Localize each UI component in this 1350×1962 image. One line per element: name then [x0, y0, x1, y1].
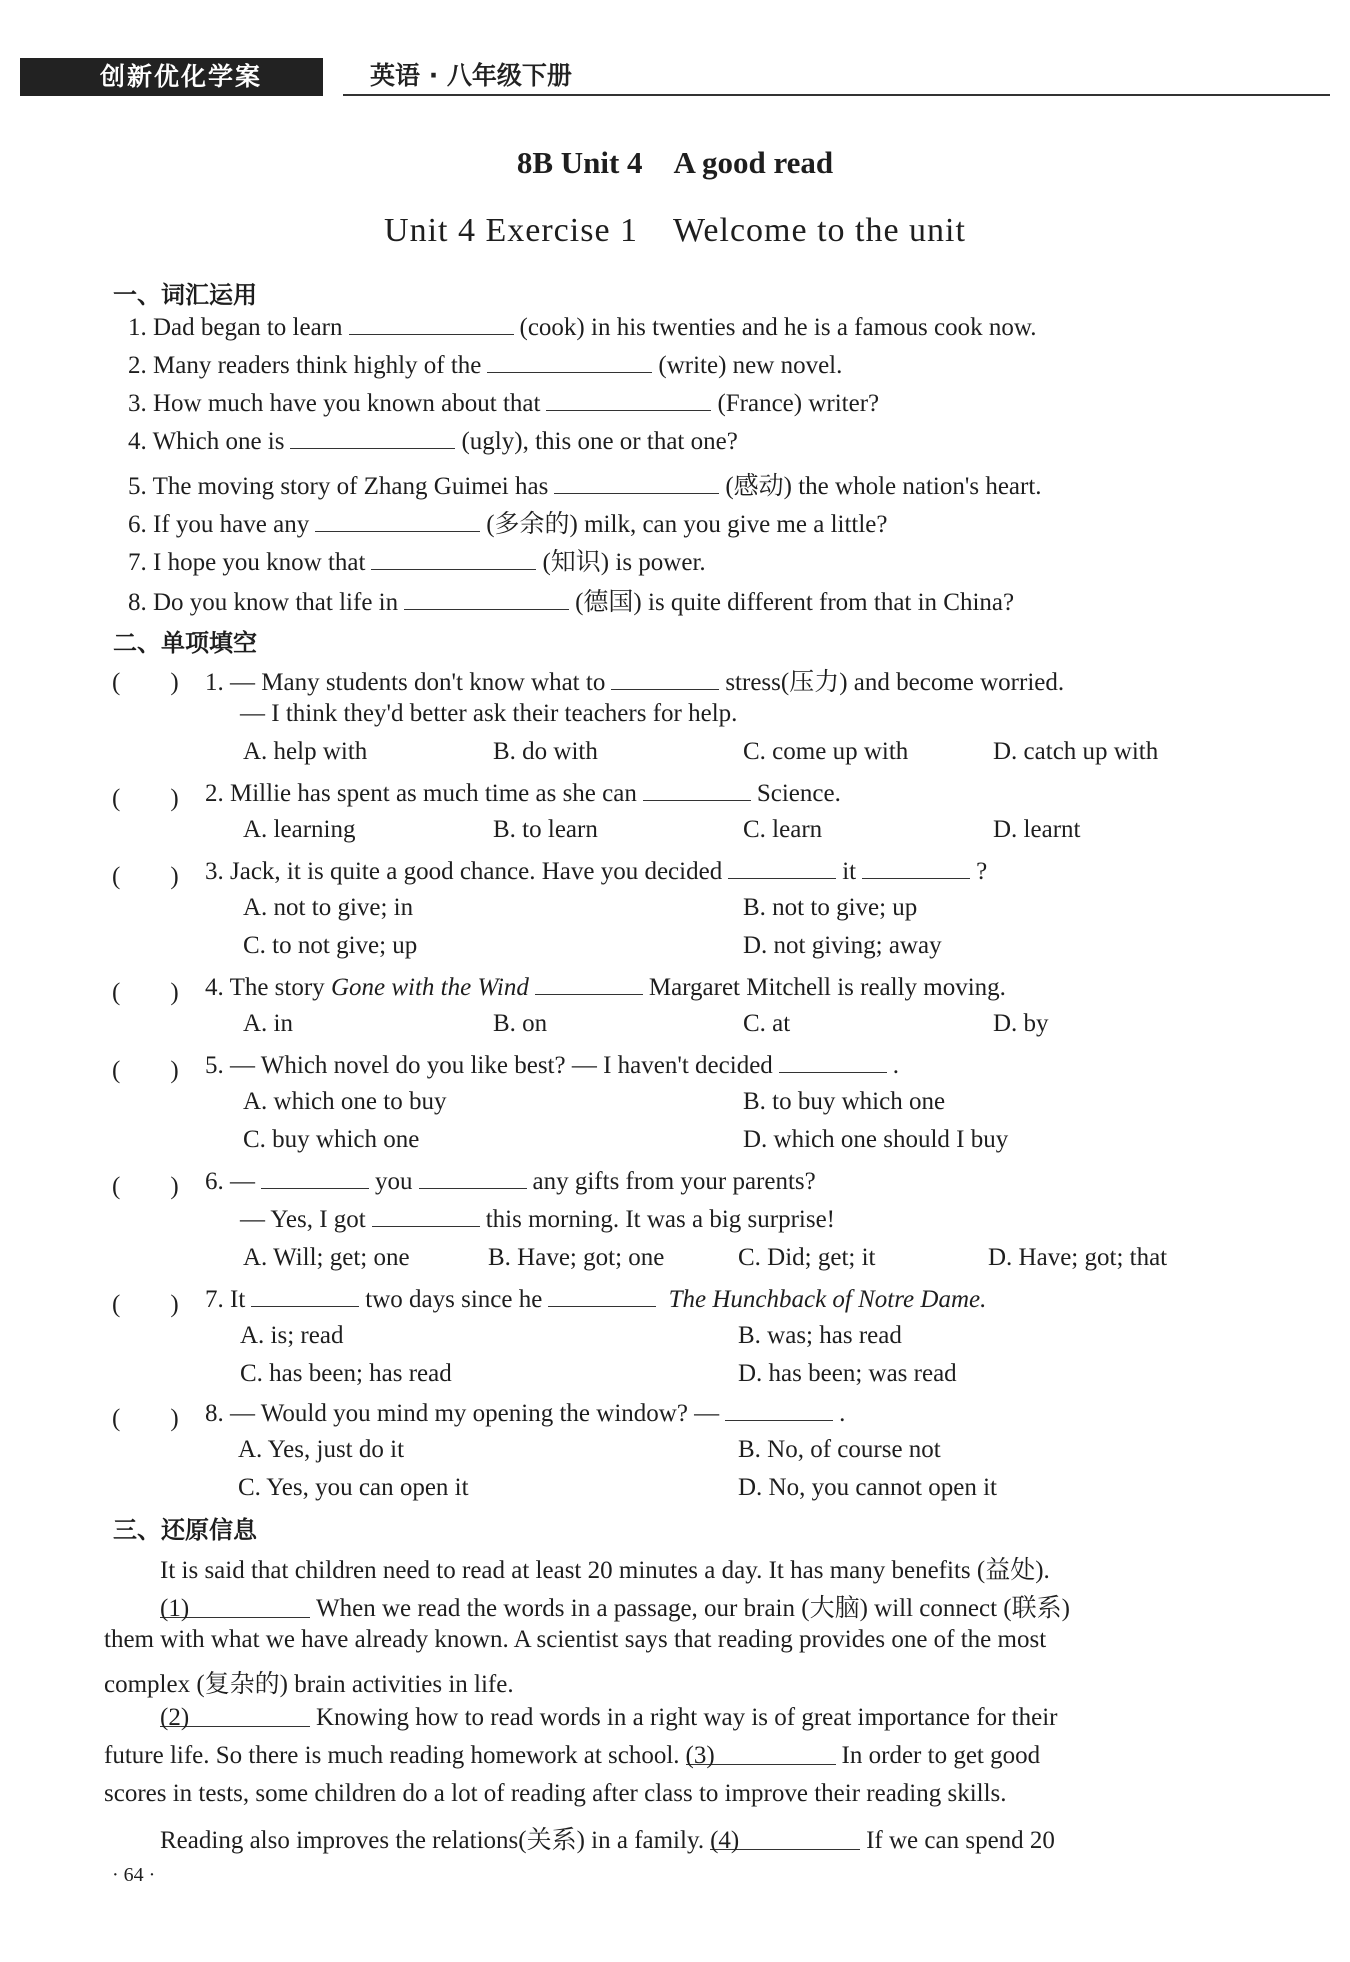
option[interactable]: B. Have; got; one: [488, 1244, 665, 1271]
item-text: Dad began to learn: [153, 314, 343, 341]
item-number: 2.: [128, 352, 147, 379]
answer-blank[interactable]: [251, 1284, 359, 1307]
question-5: 5. — Which novel do you like best? — I haven't decided .: [205, 1052, 900, 1079]
option[interactable]: D. No, you cannot open it: [738, 1474, 997, 1501]
option[interactable]: C. Did; get; it: [738, 1244, 876, 1271]
option[interactable]: A. is; read: [240, 1322, 344, 1349]
answer-blank[interactable]: [315, 509, 480, 532]
answer-paren[interactable]: ( ): [112, 979, 179, 1006]
item-text: I hope you know that: [153, 549, 366, 576]
passage-blank-2[interactable]: (2): [160, 1704, 310, 1727]
answer-blank[interactable]: [862, 856, 970, 879]
item-text: Do you know that life in: [153, 589, 399, 616]
answer-blank[interactable]: [419, 1166, 527, 1189]
option[interactable]: B. not to give; up: [743, 894, 918, 921]
option[interactable]: A. learning: [243, 816, 356, 843]
exercise-subtitle: Unit 4 Exercise 1 Welcome to the unit: [384, 212, 966, 249]
option[interactable]: C. has been; has read: [240, 1360, 452, 1387]
option[interactable]: C. learn: [743, 816, 823, 843]
option[interactable]: D. not giving; away: [743, 932, 942, 959]
item-text: The moving story of Zhang Guimei has: [152, 473, 549, 500]
answer-blank[interactable]: [404, 587, 569, 610]
section-heading-choice: 二、单项填空: [113, 629, 257, 657]
option[interactable]: A. not to give; in: [243, 894, 414, 921]
option[interactable]: C. come up with: [743, 738, 909, 765]
page-number: · 64 ·: [112, 1864, 156, 1886]
book-title: 英语 · 八年级下册: [370, 61, 572, 90]
passage-line: (2) Knowing how to read words in a right way is of great importance for their: [160, 1704, 1058, 1731]
option[interactable]: C. Yes, you can open it: [238, 1474, 469, 1501]
question-6-reply: — Yes, I got this morning. It was a big surprise!: [240, 1206, 835, 1233]
option[interactable]: D. learnt: [993, 816, 1081, 843]
page-header: [20, 52, 1330, 98]
answer-blank[interactable]: [290, 426, 455, 449]
item-number: 8.: [128, 589, 147, 616]
option[interactable]: D. Have; got; that: [988, 1244, 1168, 1271]
vocab-item: [128, 388, 879, 418]
answer-blank[interactable]: [725, 1398, 833, 1421]
answer-blank[interactable]: [548, 1284, 656, 1307]
answer-paren[interactable]: ( ): [112, 863, 179, 890]
option[interactable]: A. Yes, just do it: [238, 1436, 405, 1463]
answer-blank[interactable]: [728, 856, 836, 879]
question-3: 3. Jack, it is quite a good chance. Have you decided it ?: [205, 858, 988, 885]
item-number: 5.: [128, 473, 147, 500]
question-8: 8. — Would you mind my opening the window? — .: [205, 1400, 846, 1427]
option[interactable]: C. at: [743, 1010, 791, 1037]
item-number: 3.: [128, 390, 147, 417]
answer-blank[interactable]: [261, 1166, 369, 1189]
answer-blank[interactable]: [372, 1204, 480, 1227]
section-heading-info: 三、还原信息: [113, 1516, 257, 1544]
passage-blank-1[interactable]: (1): [160, 1595, 310, 1618]
option[interactable]: D. catch up with: [993, 738, 1159, 765]
question-4: 4. The story Gone with the Wind Margaret Mitchell is really moving.: [205, 974, 1006, 1001]
item-number: 7.: [128, 549, 147, 576]
option[interactable]: A. which one to buy: [243, 1088, 447, 1115]
brand-banner: 创新优化学案: [20, 58, 323, 96]
vocab-item: [128, 312, 1037, 342]
option[interactable]: D. has been; was read: [738, 1360, 957, 1387]
answer-blank[interactable]: [487, 350, 652, 373]
answer-paren[interactable]: ( ): [112, 669, 179, 696]
passage-line: Reading also improves the relations(关系) in a family. (4) If we can spend 20: [160, 1827, 1055, 1854]
answer-blank[interactable]: [349, 312, 514, 335]
passage-line: future life. So there is much reading homework at school. (3) In order to get good: [104, 1742, 1041, 1769]
item-hint: (感动) the whole nation's heart.: [725, 473, 1042, 500]
passage-line: (1) When we read the words in a passage, our brain (大脑) will connect (联系): [160, 1595, 1070, 1622]
item-text: Many readers think highly of the: [153, 352, 482, 379]
question-2: 2. Millie has spent as much time as she can Science.: [205, 780, 841, 807]
option[interactable]: C. buy which one: [243, 1126, 420, 1153]
answer-blank[interactable]: [371, 547, 536, 570]
option[interactable]: A. help with: [243, 738, 368, 765]
header-rule: [343, 94, 1330, 96]
answer-blank[interactable]: [643, 778, 751, 801]
question-1: 1. — Many students don't know what to stress(压力) and become worried.: [205, 669, 1065, 696]
answer-blank[interactable]: [779, 1050, 887, 1073]
item-hint: (cook) in his twenties and he is a famous cook now.: [519, 314, 1037, 341]
question-1-reply: — I think they'd better ask their teachers for help.: [240, 700, 738, 727]
option[interactable]: B. to buy which one: [743, 1088, 946, 1115]
question-6: 6. — you any gifts from your parents?: [205, 1168, 816, 1195]
item-hint: (德国) is quite different from that in China?: [575, 589, 1015, 616]
vocab-item: [128, 466, 1042, 502]
option[interactable]: B. was; has read: [738, 1322, 902, 1349]
answer-blank[interactable]: [611, 667, 719, 690]
unit-title: 8B Unit 4 A good read: [516, 145, 834, 180]
item-text: Which one is: [152, 428, 285, 455]
option[interactable]: D. by: [993, 1010, 1049, 1037]
passage-line: them with what we have already known. A scientist says that reading provides one of the most: [104, 1626, 1047, 1653]
option[interactable]: B. to learn: [493, 816, 598, 843]
answer-paren[interactable]: ( ): [112, 1057, 179, 1084]
vocab-item: [128, 504, 888, 540]
passage-blank-3[interactable]: (3): [686, 1742, 836, 1765]
vocab-item: [128, 542, 706, 578]
passage-blank-4[interactable]: (4): [710, 1827, 860, 1850]
option[interactable]: C. to not give; up: [243, 932, 418, 959]
option[interactable]: D. which one should I buy: [743, 1126, 1009, 1153]
option[interactable]: A. in: [243, 1010, 293, 1037]
item-number: 4.: [128, 428, 147, 455]
vocab-item: [128, 350, 842, 380]
answer-paren[interactable]: ( ): [112, 1173, 179, 1200]
item-number: 6.: [128, 511, 147, 538]
vocab-item: [128, 582, 1014, 618]
option[interactable]: B. on: [493, 1010, 548, 1037]
passage-line: It is said that children need to read at least 20 minutes a day. It has many benefits (益处).: [160, 1557, 1050, 1584]
section-heading-vocab: 一、词汇运用: [113, 281, 257, 309]
item-hint: (多余的) milk, can you give me a little?: [486, 511, 888, 538]
item-number: 1.: [128, 314, 147, 341]
option[interactable]: B. do with: [493, 738, 598, 765]
item-hint: (write) new novel.: [658, 352, 843, 379]
passage-line: complex (复杂的) brain activities in life.: [104, 1671, 514, 1698]
answer-blank[interactable]: [535, 972, 643, 995]
answer-blank[interactable]: [546, 388, 711, 411]
vocab-item: [128, 426, 738, 456]
option[interactable]: B. No, of course not: [738, 1436, 941, 1463]
answer-paren[interactable]: ( ): [112, 785, 179, 812]
passage-line: scores in tests, some children do a lot of reading after class to improve their reading skills.: [104, 1780, 1007, 1807]
item-hint: (ugly), this one or that one?: [461, 428, 738, 455]
answer-paren[interactable]: ( ): [112, 1291, 179, 1318]
item-text: How much have you known about that: [153, 390, 541, 417]
answer-paren[interactable]: ( ): [112, 1405, 179, 1432]
option[interactable]: A. Will; get; one: [243, 1244, 410, 1271]
item-hint: (知识) is power.: [542, 549, 706, 576]
answer-blank[interactable]: [554, 471, 719, 494]
item-hint: (France) writer?: [717, 390, 880, 417]
item-text: If you have any: [153, 511, 310, 538]
question-7: 7. It two days since he The Hunchback of Notre Dame.: [205, 1286, 987, 1313]
